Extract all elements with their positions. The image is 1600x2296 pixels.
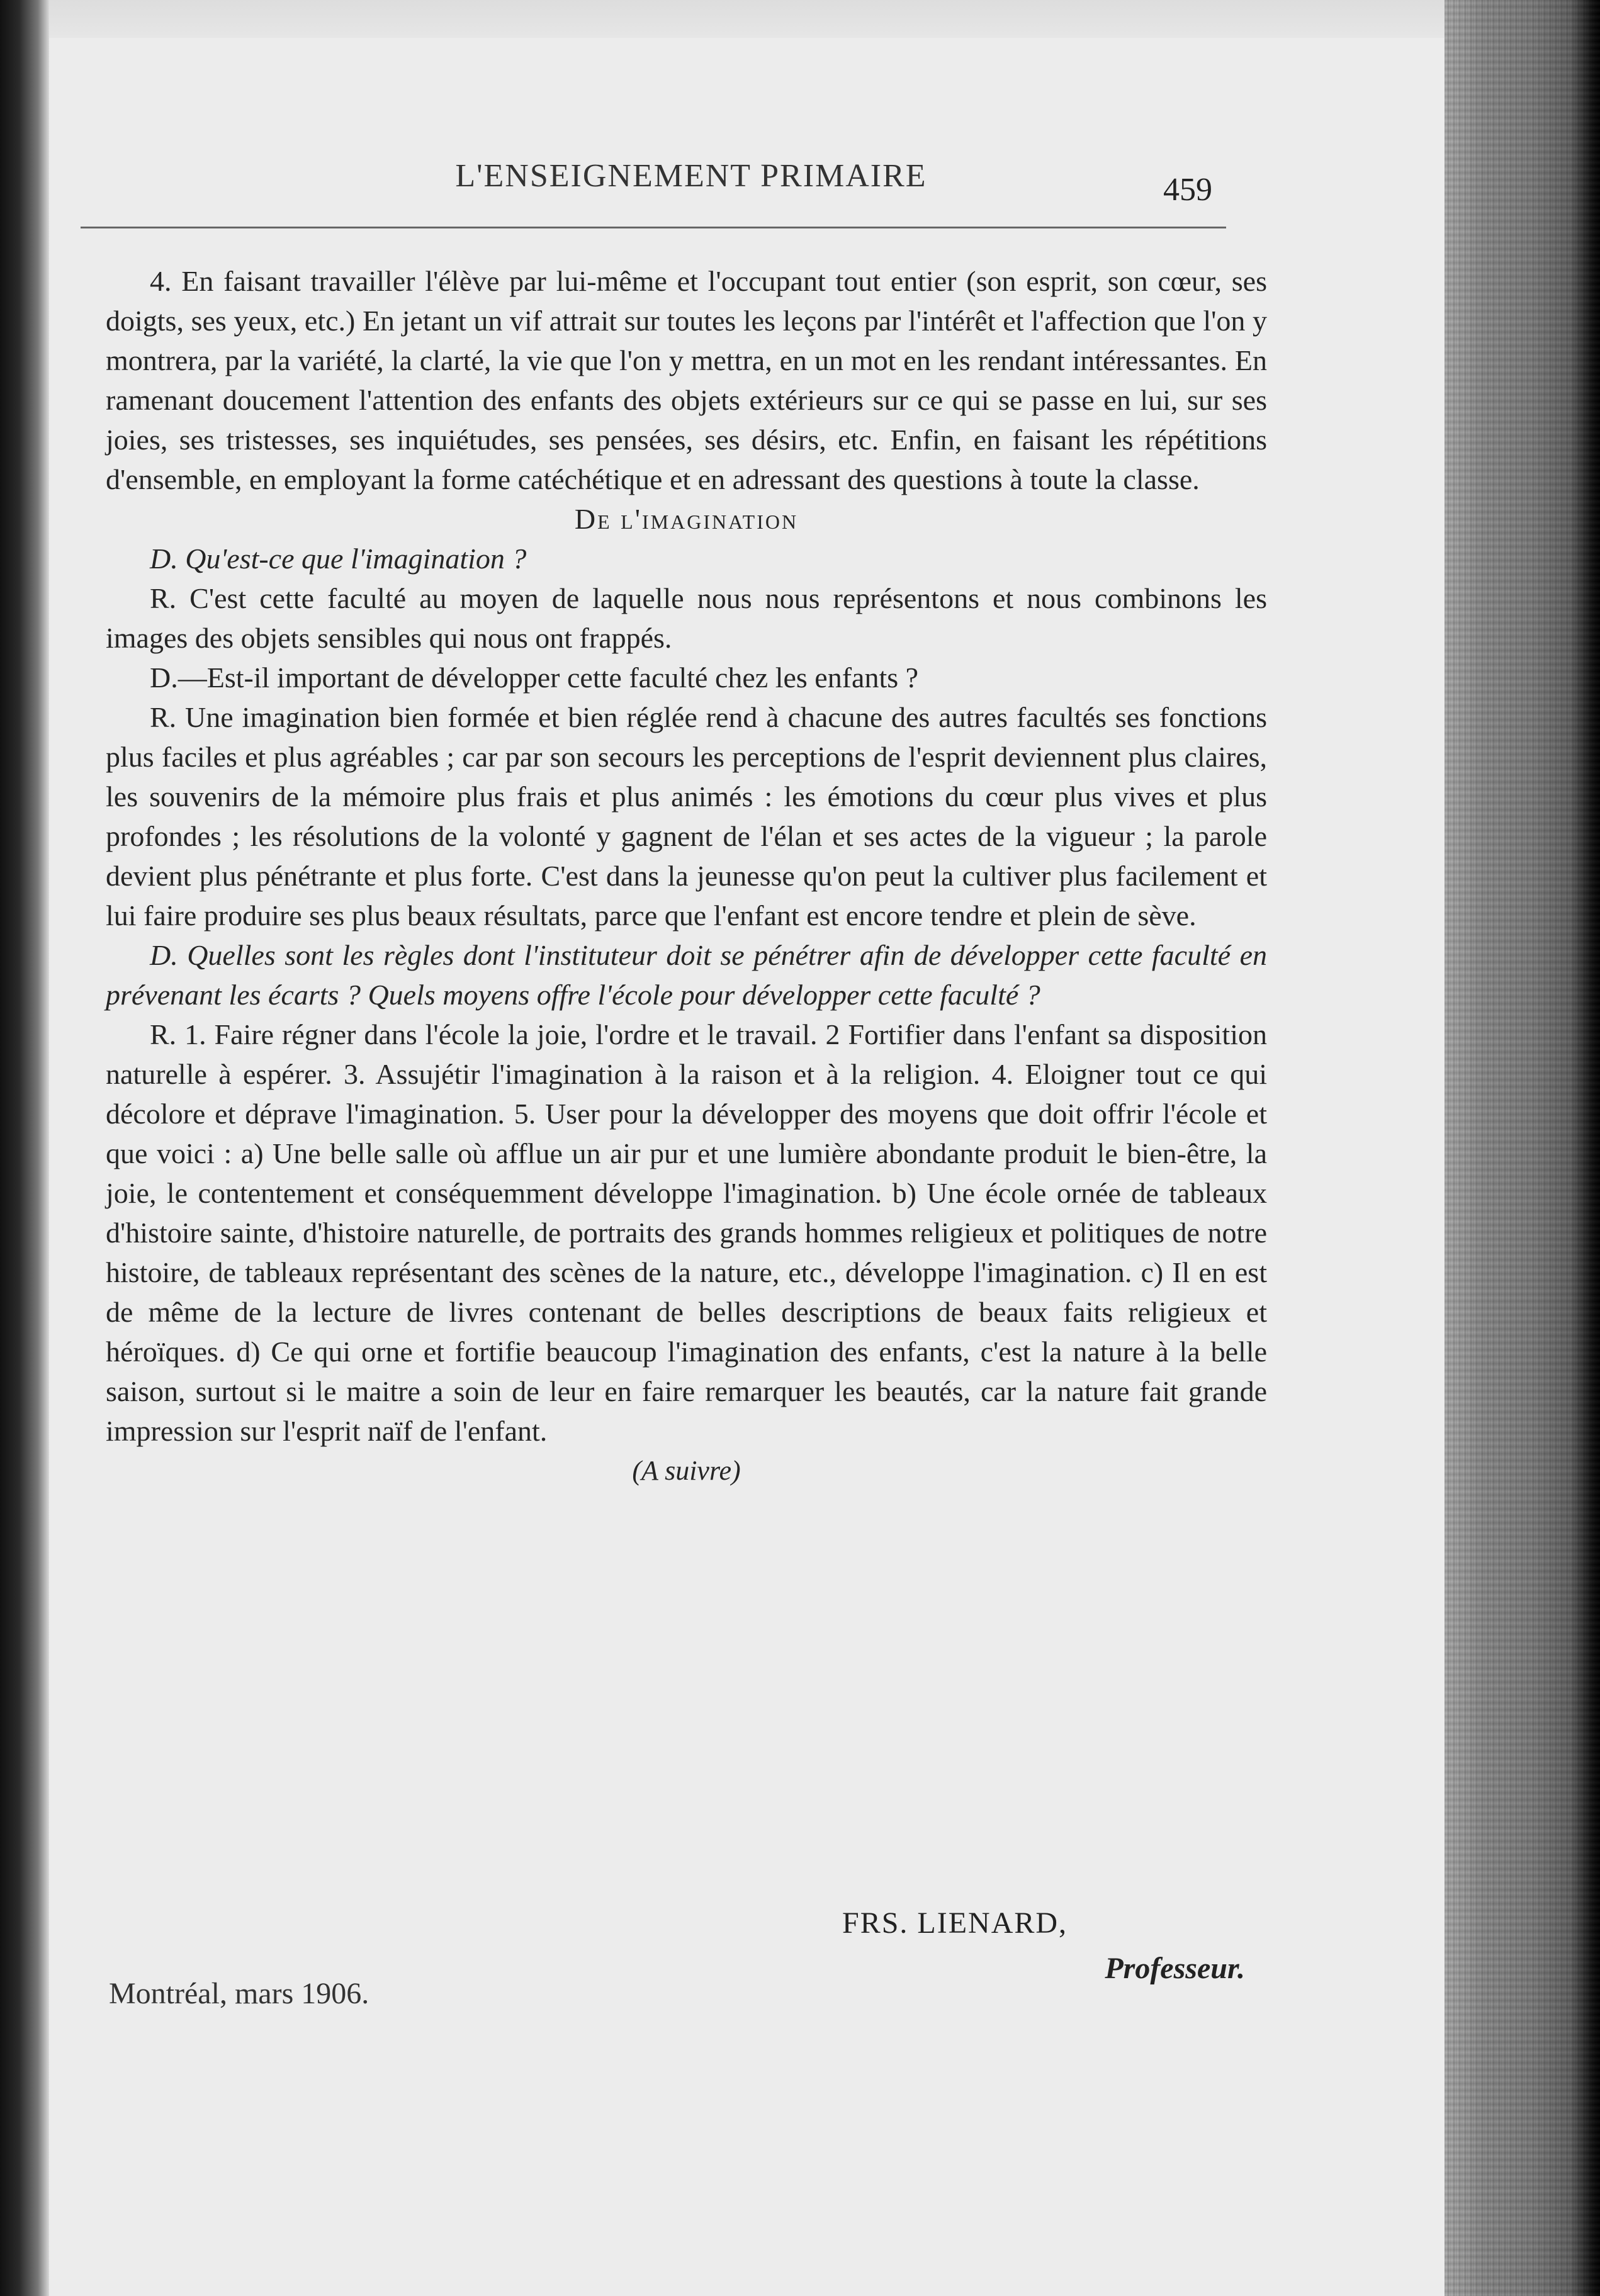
scan-top-edge — [0, 0, 1600, 38]
book-page-edges — [1445, 0, 1600, 2296]
author-title: Professeur. — [1105, 1952, 1245, 1985]
place-and-date: Montréal, mars 1906. — [109, 1977, 369, 2010]
question-2: D.—Est-il important de développer cette faculté chez les enfants ? — [150, 661, 919, 694]
to-be-continued — [106, 1451, 1267, 1490]
signature-block — [842, 1901, 1245, 1991]
author-name: FRS. LIENARD, — [842, 1906, 1068, 1940]
answer-3: R. 1. Faire régner dans l'école la joie, l'ordre et le travail. 2 Fortifier dans l'enfant sa disposition naturelle à espérer. 3. Assujétir l'imagination à la raison et à la religion. 4. Eloigner tout ce qui décolore et déprave l'imagination. 5. User pour la développer des moyens que doit offrir l'école et que voici : a) Une belle salle où afflue un air pur et une lumière abondante produit le bien-être, la joie, le contentement et conséquemment développe l'imagination. b) Une école ornée de tableaux d'histoire sainte, d'histoire naturelle, de portraits des grands hommes religieux et politiques de notre histoire, de tableaux représentant des scènes de la nature, etc., développe l'imagination. c) Il en est de même de la lecture de livres contenant de belles descriptions de beaux faits religieux et héroïques. d) Ce qui orne et fortifie beaucoup l'imagination des enfants, c'est la nature à la belle saison, surtout si le maitre a soin de leur en faire remarquer les beautés, car la nature fait grande impression sur l'esprit naïf de l'enfant. — [106, 1018, 1267, 1447]
question-1: D. Qu'est-ce que l'imagination ? — [150, 543, 527, 575]
scan-left-edge — [0, 0, 49, 2296]
answer-1: R. C'est cette faculté au moyen de laquelle nous nous représentons et nous combinons les images des objets sensibles qui nous ont frappés. — [106, 582, 1267, 654]
to-be-continued-text: (A suivre) — [632, 1455, 741, 1486]
page-body — [106, 261, 1267, 1490]
answer-2: R. Une imagination bien formée et bien réglée rend à chacune des autres facultés ses fonctions plus faciles et plus agréables ; car par son secours les perceptions de l'esprit deviennent plus claires, les souvenirs de la mémoire plus frais et plus animés : les émotions du cœur plus vives et plus profondes ; les résolutions de la volonté y gagnent de l'élan et ses actes de la vigueur ; la parole devient plus pénétrante et plus forte. C'est dans la jeunesse qu'on peut la cultiver plus facilement et lui faire produire ses plus beaux résultats, parce que l'enfant est encore tendre et plein de sève. — [106, 701, 1267, 931]
question-3: D. Quelles sont les règles dont l'instituteur doit se pénétrer afin de développer cette faculté en prévenant les écarts ? Quels moyens offre l'école pour développer cette faculté ? — [106, 939, 1267, 1011]
section-title: De l'imagination — [574, 503, 799, 535]
running-title: L'ENSEIGNEMENT PRIMAIRE — [455, 158, 927, 194]
paragraph-point-4: 4. En faisant travailler l'élève par lui-même et l'occupant tout entier (son esprit, son cœur, ses doigts, ses yeux, etc.) En jetant un vif attrait sur toutes les leçons par l'intérêt et l'affection que l'on y montrera, par la variété, la clarté, la vie que l'on y mettra, en un mot en les rendant intéressantes. En ramenant doucement l'attention des enfants des objets extérieurs sur ce qui se passe en lui, sur ses joies, ses tristesses, ses inquiétudes, ses pensées, ses désirs, etc. Enfin, en faisant les répétitions d'ensemble, en employant la forme catéchétique et en adressant des questions à toute la classe. — [106, 265, 1267, 495]
page-number: 459 — [1163, 172, 1212, 208]
header-rule — [81, 227, 1226, 228]
document-page — [49, 38, 1445, 2296]
